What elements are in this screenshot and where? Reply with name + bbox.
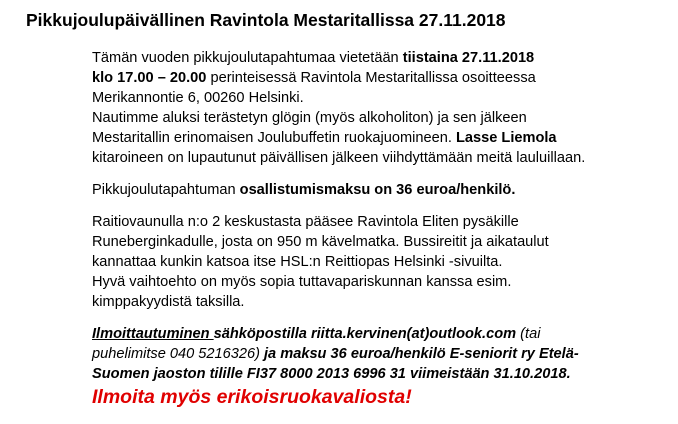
document-body xyxy=(92,48,672,410)
intro-text-6: kitaroineen on lupautunut päivällisen jälkeen viihdyttämään meitä lauluillaan. xyxy=(92,150,586,166)
transport-line-3: kannattaa kunkin katsoa itse HSL:n Reittiopas Helsinki -sivuilta. xyxy=(92,254,503,270)
transport-line-5: kimppakyydistä taksilla. xyxy=(92,294,245,310)
registration-phone: puhelimitse 040 5216326) xyxy=(92,346,260,362)
dietary-notice: Ilmoita myös erikoisruokavaliosta! xyxy=(92,386,412,408)
transport-line-4: Hyvä vaihtoehto on myös sopia tuttavapariskunnan kanssa esim. xyxy=(92,274,512,290)
registration-paragraph xyxy=(92,324,672,384)
intro-text-2: perinteisessä Ravintola Mestaritallissa osoitteessa xyxy=(206,70,536,86)
registration-heading: Ilmoittautuminen xyxy=(92,326,214,342)
transport-line-2: Runeberginkadulle, josta on 950 m kävelmatka. Bussireitit ja aikataulut xyxy=(92,234,549,250)
intro-paragraph xyxy=(92,48,672,168)
intro-text-5: Mestaritallin erinomaisen Joulubuffetin ruokajuomineen. xyxy=(92,130,456,146)
event-date: tiistaina 27.11.2018 xyxy=(402,50,535,66)
registration-alt-1: (tai xyxy=(516,326,541,342)
registration-email: sähköpostilla riitta.kervinen(at)outlook.com xyxy=(213,326,517,342)
transport-line-1: Raitiovaunulla n:o 2 keskustasta pääsee Ravintola Eliten pysäkille xyxy=(92,214,519,230)
fee-text: Pikkujoulutapahtuman xyxy=(92,182,240,198)
performer-name: Lasse Liemola xyxy=(455,130,557,146)
fee-paragraph xyxy=(92,180,672,200)
transport-paragraph xyxy=(92,212,672,312)
registration-account: Suomen jaoston tilille FI37 8000 2013 6996 31 viimeistään 31.10.2018. xyxy=(92,366,571,382)
fee-amount: osallistumismaksu on 36 euroa/henkilö. xyxy=(239,182,516,198)
registration-payment: ja maksu 36 euroa/henkilö E-seniorit ry Etelä- xyxy=(259,346,579,362)
event-address: Merikannontie 6, 00260 Helsinki. xyxy=(92,90,304,106)
event-time: klo 17.00 – 20.00 xyxy=(92,70,207,86)
page-title: Pikkujoulupäivällinen Ravintola Mestaritallissa 27.11.2018 xyxy=(26,10,506,30)
intro-text-4: Nautimme aluksi terästetyn glögin (myös alkoholiton) ja sen jälkeen xyxy=(92,110,527,126)
intro-text-1: Tämän vuoden pikkujoulutapahtumaa vietetään xyxy=(92,50,403,66)
